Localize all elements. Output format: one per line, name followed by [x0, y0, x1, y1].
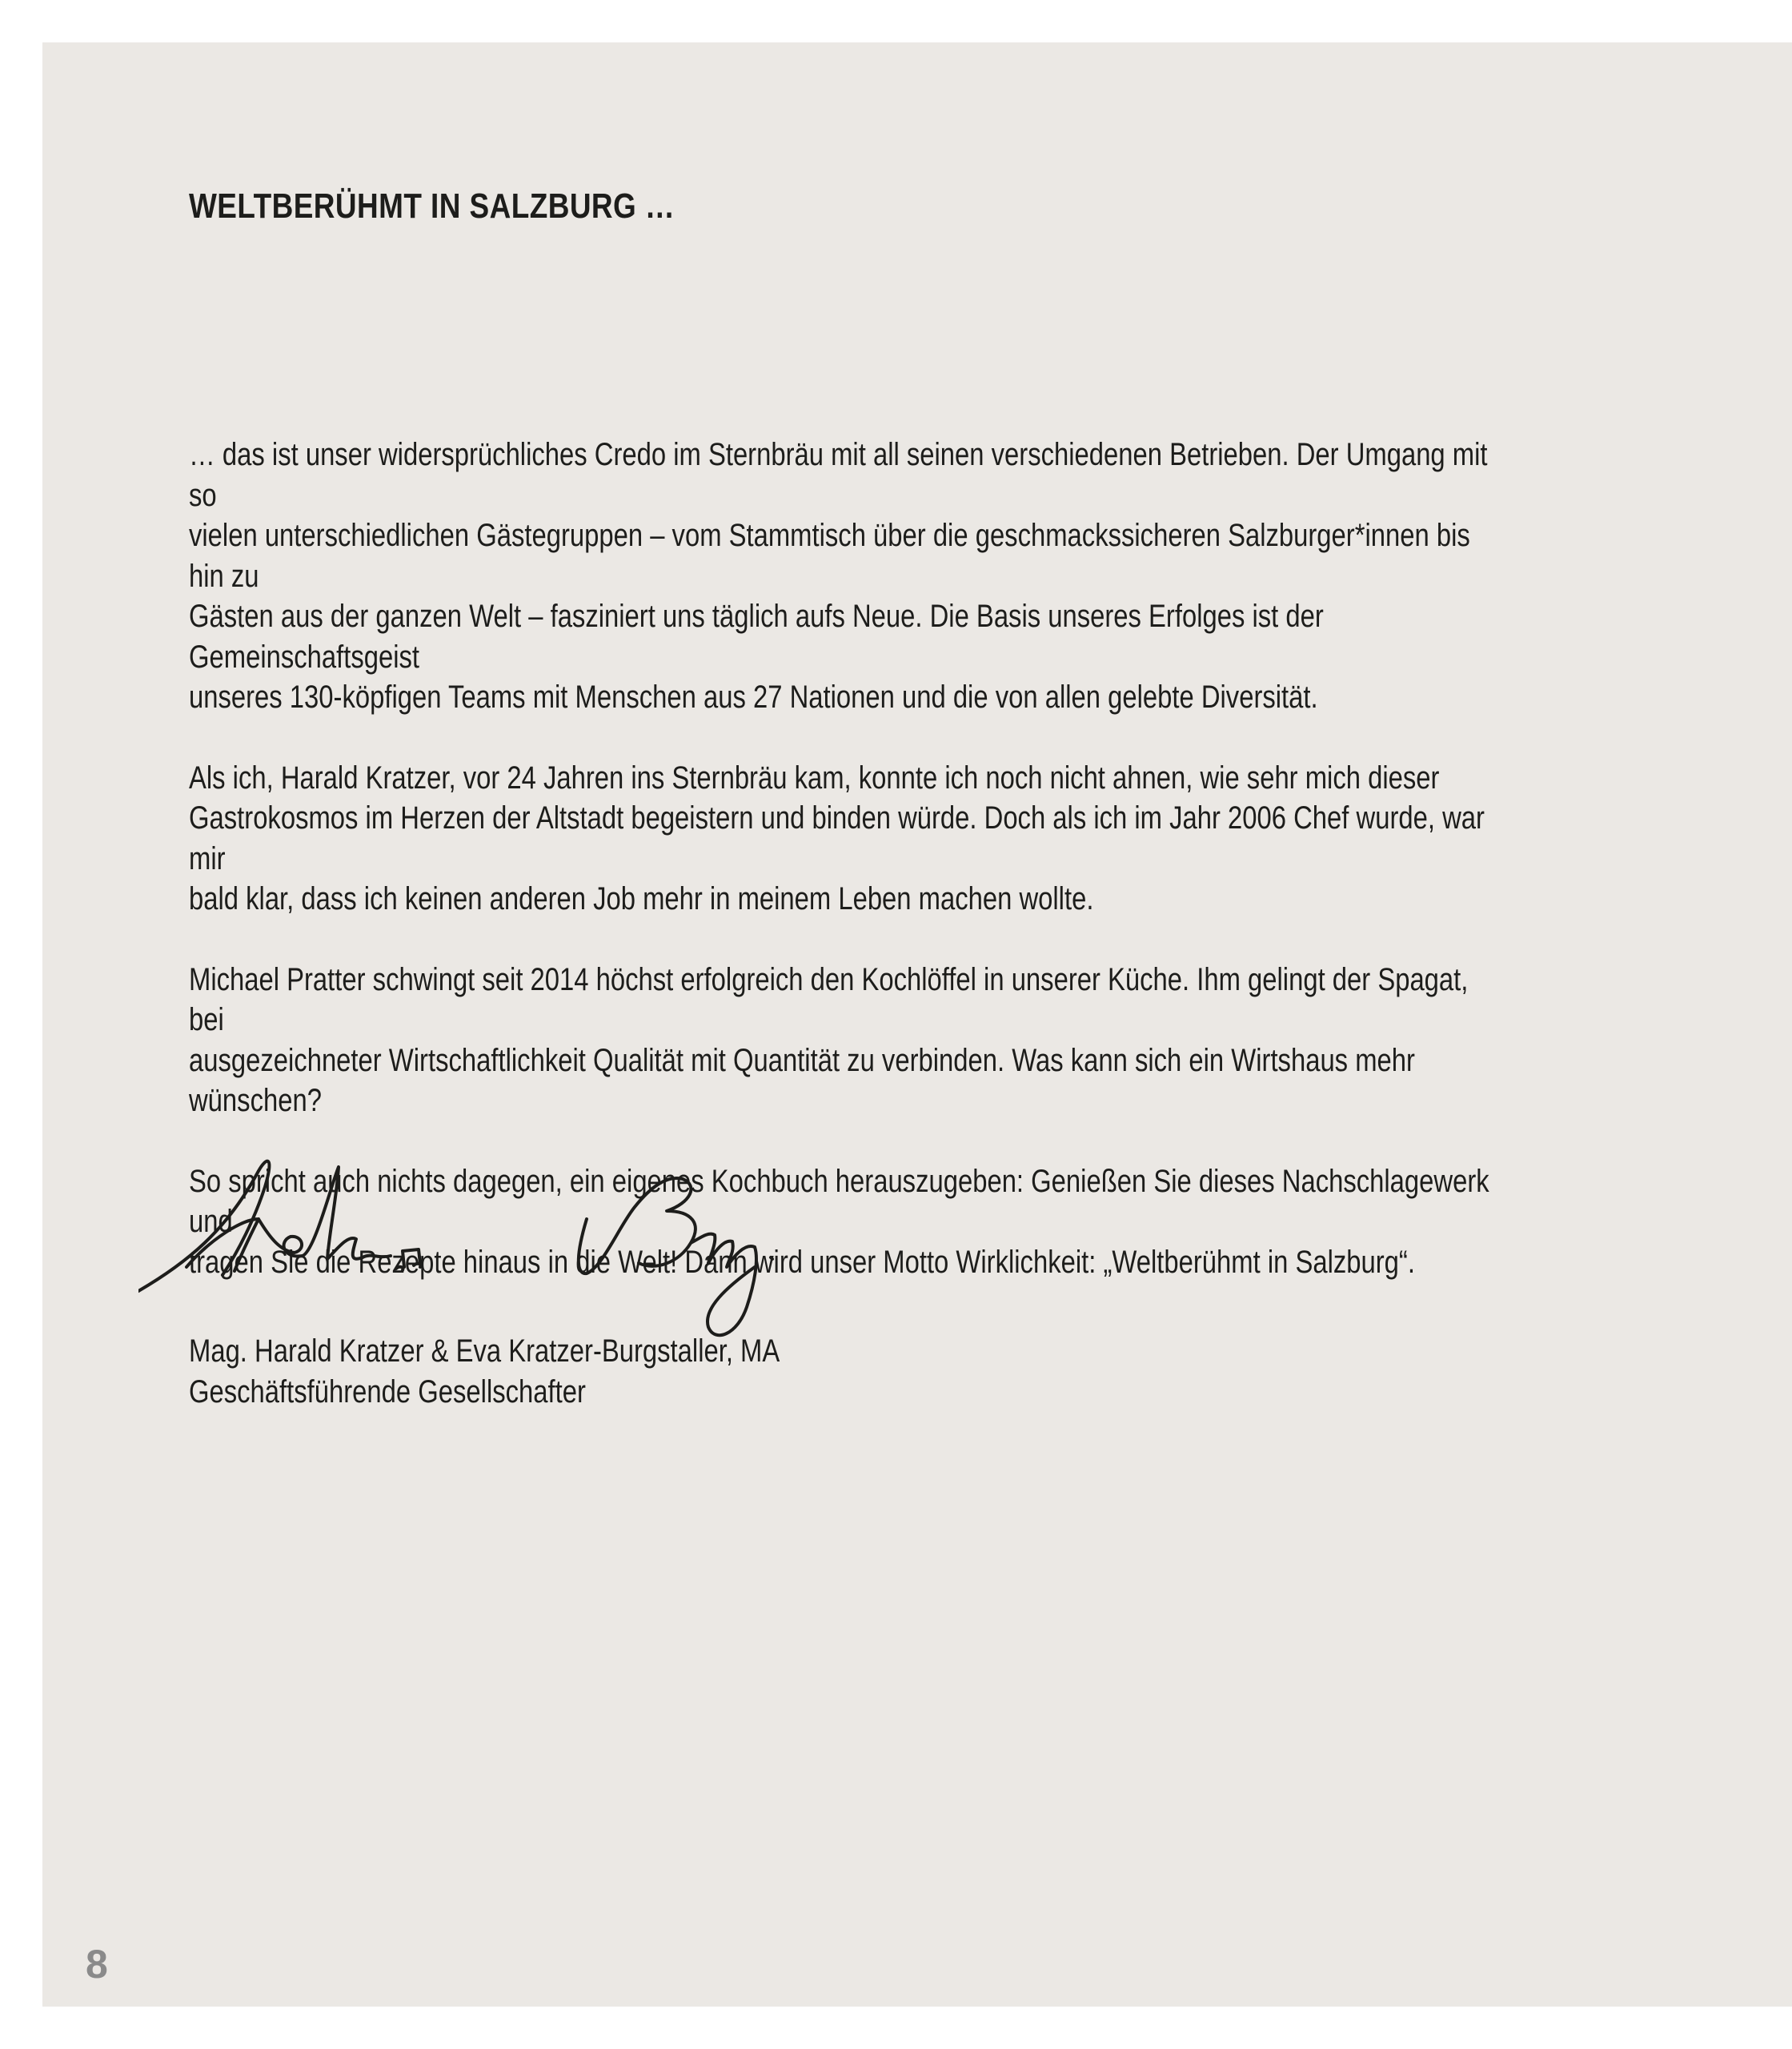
page-number: 8 [86, 1942, 108, 1987]
paragraph: Als ich, Harald Kratzer, vor 24 Jahren ins Sternbräu kam, konnte ich noch nicht ahnen, wie sehr mich dieser Gastrokosmos im Herzen der Altstadt begeistern und binden würde. Doch als ich im Jahr 2006 Chef wurde, war mir bald klar, dass ich keinen anderen Job mehr in meinem Leben machen wollte. [189, 760, 1485, 916]
signers-block [189, 1331, 976, 1412]
paragraph: Michael Pratter schwingt seit 2014 höchst erfolgreich den Kochlöffel in unserer Küche. Ihm gelingt der Spagat, bei ausgezeichneter Wirtschaftlichkeit Qualität mit Quantität zu verbinden. Was kann sich ein Wirtshaus mehr wünschen? [189, 961, 1469, 1118]
signer-names: Mag. Harald Kratzer & Eva Kratzer-Burgstaller, MA [189, 1333, 780, 1369]
page-title: WELTBERÜHMT IN SALZBURG … [189, 186, 676, 226]
signature-kratzer [138, 1161, 391, 1291]
signer-role: Geschäftsführende Gesellschafter [189, 1373, 586, 1409]
signature-burgstaller [579, 1178, 772, 1335]
document-page [42, 42, 1792, 2007]
handwritten-signatures [138, 1099, 875, 1347]
signature-kratzer-tail [396, 1249, 420, 1270]
paragraph: … das ist unser widersprüchliches Credo im Sternbräu mit all seinen verschiedenen Betrieben. Der Umgang mit so vielen unterschiedlichen Gästegruppen – vom Stammtisch über die geschmackssicheren Salzburger*innen bis hin zu Gästen aus der ganzen Welt – fasziniert uns täglich aufs Neue. Die Basis unseres Erfolges ist der Gemeinschaftsgeist unseres 130-köpfigen Teams mit Menschen aus 27 Nationen und die von allen gelebte Diversität. [189, 437, 1488, 715]
paragraph: So spricht auch nichts dagegen, ein eigenes Kochbuch herauszugeben: Genießen Sie dieses Nachschlagewerk und tragen Sie die Rezepte hinaus in die Welt! Dann wird unser Motto Wirklichkeit: „Weltberühmt in Salzburg“. [189, 1163, 1489, 1280]
